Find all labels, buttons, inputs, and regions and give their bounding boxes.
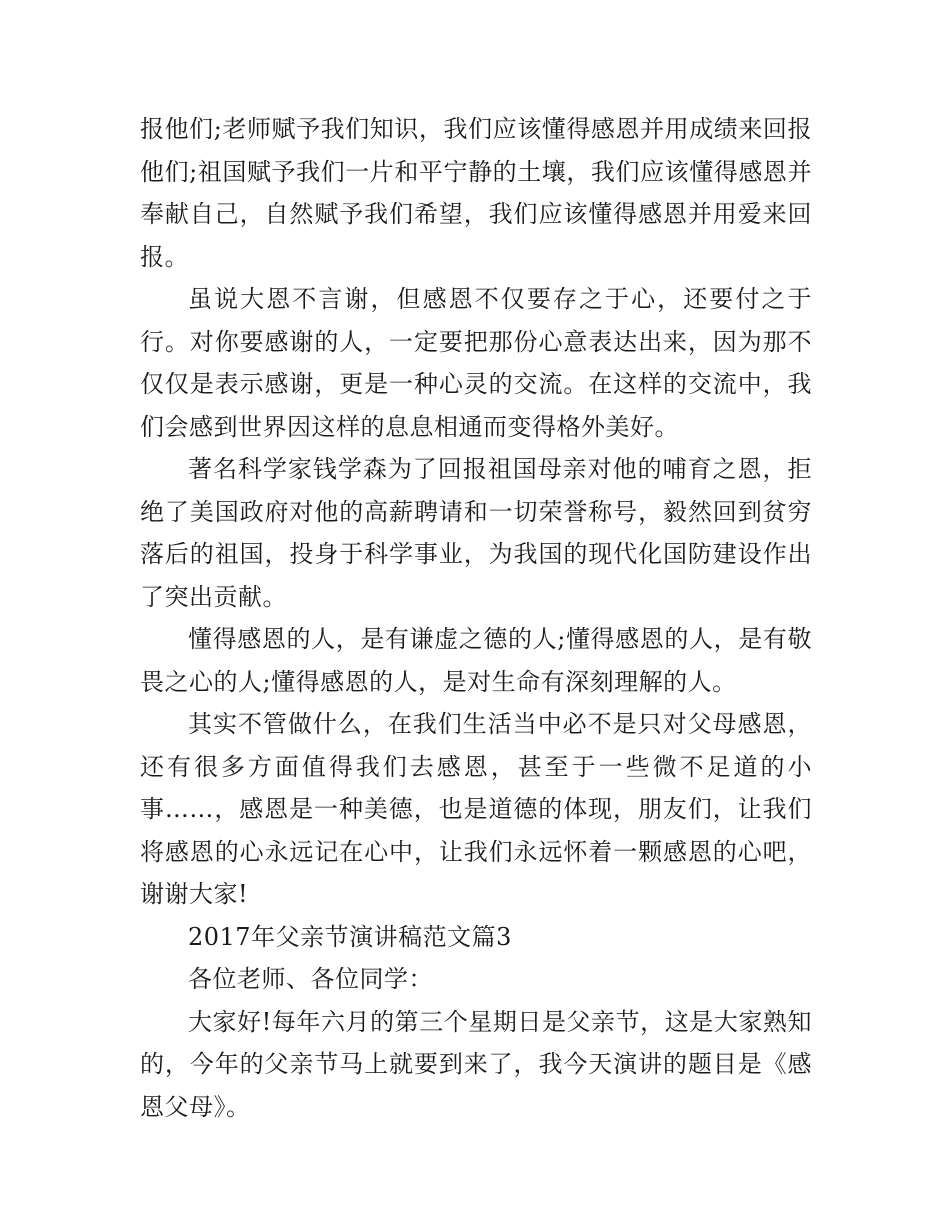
paragraph: 懂得感恩的人，是有谦虚之德的人;懂得感恩的人，是有敬畏之心的人;懂得感恩的人，是对生命有深刻理解的人。 (140, 625, 812, 696)
document-body (140, 108, 812, 1128)
paragraph: 著名科学家钱学森为了回报祖国母亲对他的哺育之恩，拒绝了美国政府对他的高薪聘请和一切荣誉称号，毅然回到贫穷落后的祖国，投身于科学事业，为我国的现代化国防建设作出了突出贡献。 (140, 455, 812, 611)
opening-paragraph: 大家好!每年六月的第三个星期日是父亲节，这是大家熟知的，今年的父亲节马上就要到来了，我今天演讲的题目是《感恩父母》。 (140, 1007, 812, 1121)
greeting: 各位老师、各位同学： (188, 965, 433, 993)
paragraph: 其实不管做什么，在我们生活当中必不是只对父母感恩，还有很多方面值得我们去感恩，甚至于一些微不足道的小事……，感恩是一种美德，也是道德的体现，朋友们，让我们将感恩的心永远记在心中，让我们永远怀着一颗感恩的心吧，谢谢大家! (140, 710, 812, 908)
section-title: 2017年父亲节演讲稿范文篇3 (188, 922, 512, 951)
paragraph: 虽说大恩不言谢，但感恩不仅要存之于心，还要付之于行。对你要感谢的人，一定要把那份心意表达出来，因为那不仅仅是表示感谢，更是一种心灵的交流。在这样的交流中，我们会感到世界因这样的息息相通而变得格外美好。 (140, 285, 812, 441)
paragraph-continued: 报他们;老师赋予我们知识，我们应该懂得感恩并用成绩来回报他们;祖国赋予我们一片和平宁静的土壤，我们应该懂得感恩并奉献自己，自然赋予我们希望，我们应该懂得感恩并用爱来回报。 (140, 115, 812, 271)
